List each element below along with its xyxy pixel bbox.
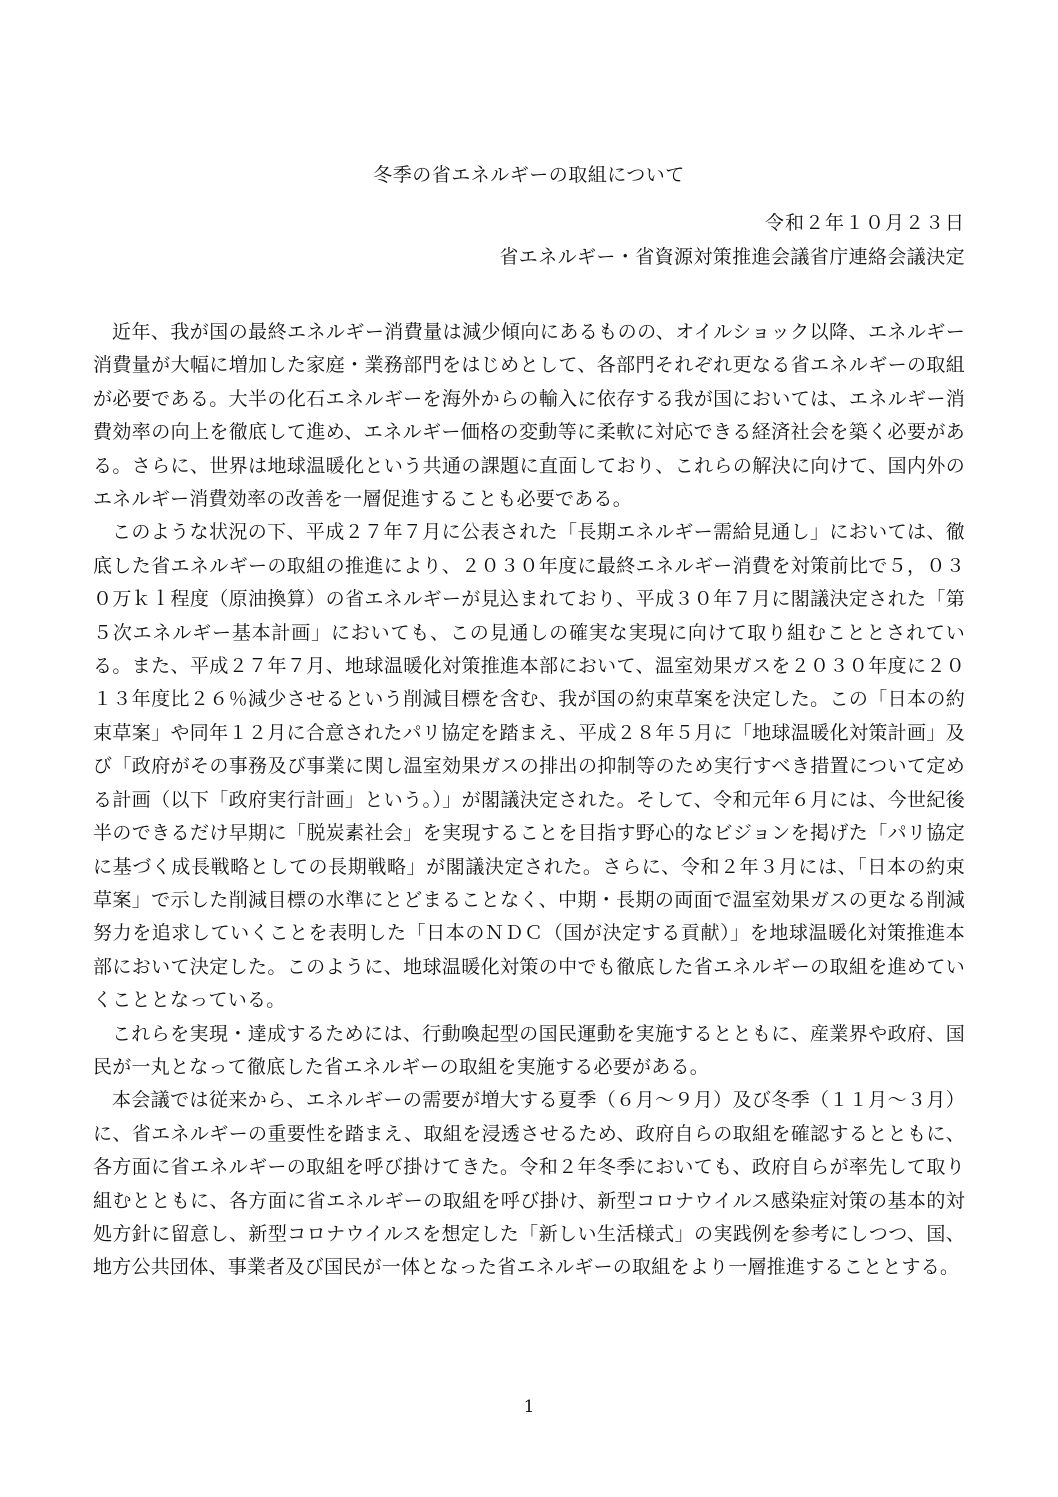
paragraph: これらを実現・達成するためには、行動喚起型の国民運動を実施するとともに、産業界や政府、国民が一丸となって徹底した省エネルギーの取組を実施する必要がある。 xyxy=(93,1022,965,1078)
document-title: 冬季の省エネルギーの取組について xyxy=(373,164,685,186)
paragraph: このような状況の下、平成２７年７月に公表された「長期エネルギー需給見通し」においては、徹底した省エネルギーの取組の推進により、２０３０年度に最終エネルギー消費を対策前比で５，０３０万ｋｌ程度（原油換算）の省エネルギーが見込まれており、平成３０年７月に閣議決定された「第５次エネルギー基本計画」においても、この見通しの確実な実現に向けて取り組むこととされている。また、平成２７年７月、地球温暖化対策推進本部において、温室効果ガスを２０３０年度に２０１３年度比２６％減少させるという削減目標を含む、我が国の約束草案を決定した。この「日本の約束草案」や同年１２月に合意されたパリ協定を踏まえ、平成２８年５月に「地球温暖化対策計画」及び「政府がその事務及び事業に関し温室効果ガスの排出の抑制等のため実行すべき措置について定める計画（以下「政府実行計画」という。）」が閣議決定された。そして、令和元年６月には、今世紀後半のできるだけ早期に「脱炭素社会」を実現することを目指す野心的なビジョンを掲げた「パリ協定に基づく成長戦略としての長期戦略」が閣議決定された。さらに、令和２年３月には、「日本の約束草案」で示した削減目標の水準にとどまることなく、中期・長期の両面で温室効果ガスの更なる削減努力を追求していくことを表明した「日本のＮＤＣ（国が決定する貢献）」を地球温暖化対策推進本部において決定した。このように、地球温暖化対策の中でも徹底した省エネルギーの取組を進めていくこととなっている。 xyxy=(93,521,965,1012)
paragraph: 近年、我が国の最終エネルギー消費量は減少傾向にあるものの、オイルショック以降、エネルギー消費量が大幅に増加した家庭・業務部門をはじめとして、各部門それぞれ更なる省エネルギーの取組が必要である。大半の化石エネルギーを海外からの輸入に依存する我が国においては、エネルギー消費効率の向上を徹底して進め、エネルギー価格の変動等に柔軟に対応できる経済社会を築く必要がある。さらに、世界は地球温暖化という共通の課題に直面しており、これらの解決に向けて、国内外のエネルギー消費効率の改善を一層促進することも必要である。 xyxy=(93,321,965,511)
decision-date: 令和２年１０月２３日 xyxy=(764,212,965,234)
document-body xyxy=(93,316,965,1285)
paragraph: 本会議では従来から、エネルギーの需要が増大する夏季（６月～９月）及び冬季（１１月～３月）に、省エネルギーの重要性を踏まえ、取組を浸透させるため、政府自らの取組を確認するとともに、各方面に省エネルギーの取組を呼び掛けてきた。令和２年冬季においても、政府自らが率先して取り組むとともに、各方面に省エネルギーの取組を呼び掛け、新型コロナウイルス感染症対策の基本的対処方針に留意し、新型コロナウイルスを想定した「新しい生活様式」の実践例を参考にしつつ、国、地方公共団体、事業者及び国民が一体となった省エネルギーの取組をより一層推進することとする。 xyxy=(93,1089,965,1279)
page-number: 1 xyxy=(523,1397,535,1417)
issuing-organization: 省エネルギー・省資源対策推進会議省庁連絡会議決定 xyxy=(499,246,965,268)
